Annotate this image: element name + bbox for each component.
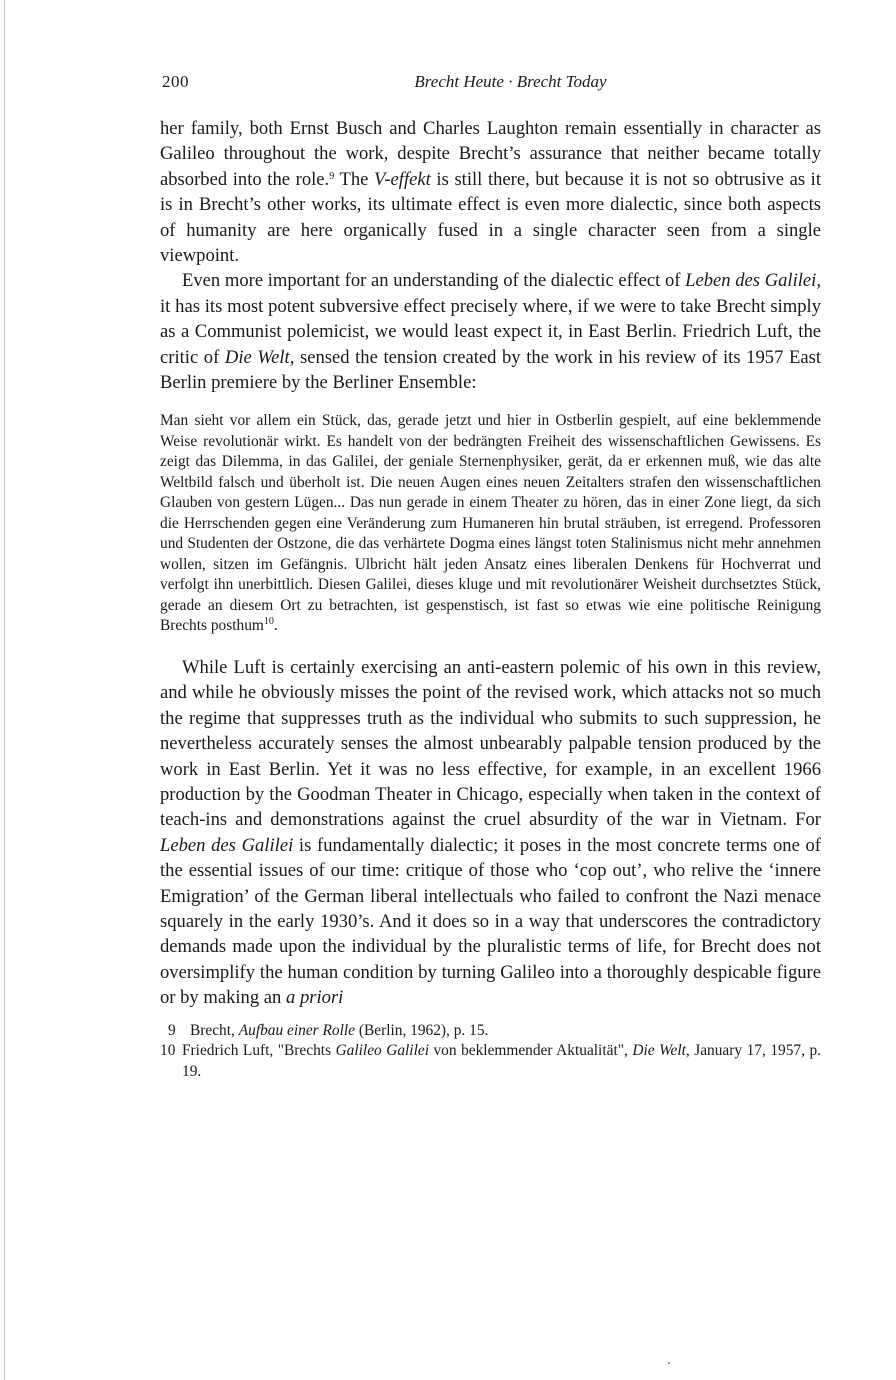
scan-speck: [668, 1362, 670, 1364]
body-text: [160, 116, 821, 395]
footnote-9-italic-title: Aufbau einer Rolle: [238, 1021, 355, 1039]
paragraph-3-text-a: While Luft is certainly exercising an anti-eastern polemic of his own in this review, and while he obviously misses the point of the revised work, which attacks not so much the regime that suppresses truth as the individual who submits to such suppression, he nevertheless accurately senses the almost unbearably palpable tension produced by the work in East Berlin. Yet it was no less effective, for example, in an excellent 1966 production by the Goodman Theater in Chicago, especially when taken in the context of teach-ins and demonstrations against the cruel absurdity of the war in Vietnam. For: [160, 656, 821, 831]
paragraph-2-italic-title: Leben des Galilei,: [685, 270, 821, 292]
paragraph-3-text-b: is fundamentally dialectic; it poses in the most concrete terms one of the essential issues of our time: critique of those who ‘cop out’, who relive the ‘innere Emigration’ of the German liberal intellectuals who failed to confront the Nazi menace squarely in the early 1930’s. And it does so in a way that underscores the contradictory demands made upon the individual by the pluralistic terms of life, for Brecht does not oversimplify the human condition by turning Galileo into a thoroughly despicable figure or by making an: [160, 834, 821, 1009]
paragraph-1-text-a: her family, both Ernst Busch and Charles Laughton remain essentially in character as Galileo throughout the work, despite Brecht’s assurance that neither became totally absorbed into the role.: [160, 118, 821, 190]
footnote-9-text-b: (Berlin, 1962), p. 15.: [355, 1021, 489, 1039]
paragraph-1-text-c: is still there, but because it is not so obtrusive as it is in Brecht’s other works, its ultimate effect is even more dialectic, since both aspects of humanity are here organically fused in a single character seen from a single viewpoint.: [160, 168, 822, 267]
footnote-10-italic-newspaper: Die Welt,: [632, 1042, 690, 1060]
paragraph-3-italic-title: Leben des Galilei: [160, 834, 294, 856]
block-quote-text: Man sieht vor allem ein Stück, das, gerade jetzt und hier in Ostberlin gespielt, auf eine beklemmende Weise revolutionär wirkt. Es handelt von der bedrängten Freiheit des wissenschaftlichen Gewissens. Es zeigt das Dilemma, in das Galilei, der geniale Sternenphysiker, gerät, da er erkennen muß, wie das alte Weltbild falsch und überholt ist. Die neuen Augen eines neuen Zeitalters strafen den wissenschaftlichen Glauben von gestern Lügen... Das nun gerade in einem Theater zu hören, das in einer Zone liegt, da sich die Herrschenden gegen eine Veränderung zum Humaneren hin brutal sträuben, ist erregend. Professoren und Studenten der Ostzone, die das verhärtete Dogma eines längst toten Stalinismus nicht mehr annehmen wollen, sitzen im Gefängnis. Ulbricht hält jeden Ansatz eines liberalen Denkens für Hochverrat und verfolgt ihn unerbittlich. Diesen Galilei, dieses kluge und mit revolutionärer Weisheit durchsetztes Stück, gerade an diesem Ort zu betrachten, ist gespenstisch, ist fast so etwas wie eine politische Reinigung Brechts posthum: [160, 412, 821, 635]
running-head: [160, 60, 821, 91]
footnote-10-text-c: January 17, 1957, p. 19.: [182, 1042, 821, 1080]
paragraph-3-italic-term: a priori: [286, 987, 344, 1009]
paragraph-2-text-c: sensed the tension created by the work in his review of its 1957 East Berlin premiere by the Berliner Ensemble:: [160, 346, 821, 394]
footnote-10-text-a: Friedrich Luft, "Brechts: [182, 1042, 336, 1060]
paragraph-1: [160, 116, 821, 268]
footnote-10-text-b: von beklemmender Aktualität",: [428, 1042, 633, 1060]
footnote-ref-10: 10: [263, 616, 274, 628]
paragraph-2-italic-newspaper: Die Welt,: [224, 346, 295, 368]
paragraph-2: [160, 268, 821, 395]
footnote-ref-9: 9: [329, 170, 335, 182]
paragraph-3: [160, 655, 821, 1011]
footnote-9: [160, 1021, 821, 1042]
paragraph-1-text-b: The: [334, 168, 375, 190]
footnotes: [160, 1021, 821, 1083]
footnote-number: 9: [168, 1021, 176, 1039]
block-quote-end: .: [273, 617, 278, 635]
footnote-9-text-a: Brecht,: [190, 1021, 239, 1039]
page-number: 200: [162, 72, 189, 91]
running-title: Brecht Heute · Brecht Today: [414, 72, 607, 91]
footnote-number: 10: [160, 1042, 176, 1060]
footnote-10-italic-title: Galileo Galilei: [335, 1042, 429, 1060]
paragraph-1-italic-term: V-effekt: [374, 168, 431, 190]
paragraph-2-text-b: it has its most potent subversive effect precisely where, if we were to take Brecht simply as a Communist polemicist, we would least expect it, in East Berlin. Friedrich Luft, the critic of: [160, 295, 821, 368]
page: [160, 60, 821, 1082]
paragraph-2-text-a: Even more important for an understanding of the dialectic effect of: [182, 270, 686, 292]
footnote-10: [160, 1041, 821, 1082]
scan-edge-line: [4, 0, 5, 1380]
block-quote: [160, 411, 821, 637]
